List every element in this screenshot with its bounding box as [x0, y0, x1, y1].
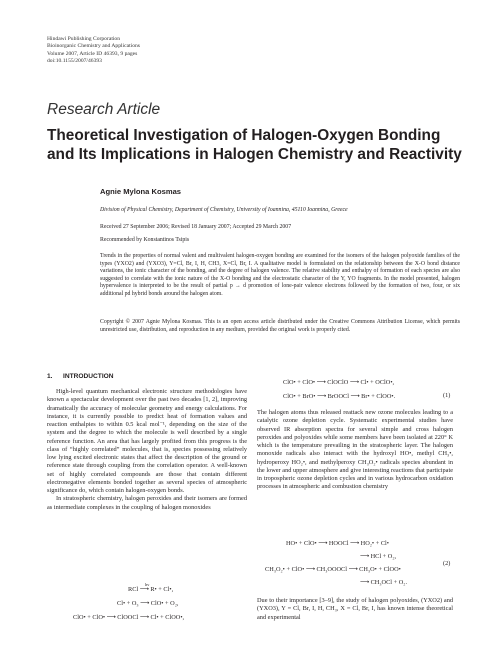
section-number: 1.: [47, 373, 53, 380]
copyright-notice: Copyright © 2007 Agnie Mylona Kosmas. This is an open access article distributed under the Creative Commons Attribution License, which permits unrestricted use, distribution, and reproduction in any medium, provided the original work is properly cited.: [100, 319, 460, 333]
equation-hcl: ⟶ HCl + O₂,: [360, 553, 397, 560]
equation-ozone: Cl• + O₃ ⟶ ClO• + O₂,: [117, 600, 179, 607]
doi-line: doi:10.1155/2007/46393: [47, 58, 102, 65]
equation-ch3ooocl: CH₃O₂• + ClO• ⟶ CH₃OOOCl ⟶ CH₃O• + ClOO•: [265, 566, 401, 573]
recommended-by: Recommended by Konstantinos Tsipis: [100, 237, 190, 243]
title-line-1: Theoretical Investigation of Halogen-Oxygen Bonding: [47, 127, 441, 144]
paper-title: [47, 127, 467, 164]
journal-header: [47, 36, 140, 66]
equation-cloclo: ClO• + ClO• ⟶ ClOClO ⟶ Cl• + OClO•,: [283, 379, 395, 386]
column-right: [257, 409, 453, 492]
equation-number-1: (1): [443, 392, 451, 399]
abstract: Trends in the properties of normal valent and multivalent halogen-oxygen bonding are examined for the isomers of the halogen polyoxide families of the types (YXO2) and (YXO3), Y=Cl, Br, I, H, CH3, X=Cl, Br, I. A qualitative model is formulated on the relationship between the X-O bond distance variations, the ionic character of the bonding, and the degree of halogen valence. The relative stability and enthalpy of formation of each species are also suggested to correlate with the ionic nature of the X-O bonding and the electrostatic character of the Y, YO fragments. In the model presented, halogen hypervalence is interpreted to be the result of partial p → d promotion of lone-pair valence electrons followed by the formation of two, four, or six additional pd hybrid bonds around the halogen atom.: [100, 253, 460, 297]
journal-line: Bioinorganic Chemistry and Applications: [47, 43, 140, 50]
section-title: INTRODUCTION: [63, 373, 114, 380]
equation-photolysis: RCl ⟶ R• + Cl•, hν: [128, 582, 174, 593]
equation-label: hν: [145, 582, 150, 587]
right-paragraph-2: Due to their importance [3–9], the study of halogen polyoxides, (YXO2) and (YXO3), Y = Cl, Br, I, H, CH₃, X = Cl, Br, I, has known intense theoretical and experimental: [257, 597, 453, 621]
affiliation: Division of Physical Chemistry, Department of Chemistry, University of Ioannina, 45110 Ioannina, Greece: [100, 207, 348, 213]
equation-ch3ocl: ⟶ CH₃OCl + O₂.: [360, 579, 408, 586]
received-dates: Received 27 September 2006; Revised 18 January 2007; Accepted 29 March 2007: [100, 224, 292, 230]
equation-hooc: HO• + ClO• ⟶ HOOCl ⟶ HO₂• + Cl•: [286, 540, 389, 547]
equation-brooci: ClO• + BrO• ⟶ BrOOCl ⟶ Br• + ClOO•.: [283, 393, 396, 400]
section-heading: [47, 373, 114, 380]
article-type: Research Article: [47, 101, 161, 118]
volume-line: Volume 2007, Article ID 46393, 9 pages: [47, 50, 138, 57]
publisher-line: Hindawi Publishing Corporation: [47, 36, 121, 42]
equation-clooc: ClO• + ClO• ⟶ ClOOCl ⟶ Cl• + ClOO•,: [73, 614, 185, 621]
column-left: [47, 388, 247, 512]
title-line-2: and Its Implications in Halogen Chemistry and Reactivity: [47, 145, 462, 163]
right-paragraph-1: The halogen atoms thus released reattack new ozone molecules leading to a catalytic ozone depletion cycle. Systematic experimental studies have observed IR absorption spectra for several simple and cross halogen peroxides and polyoxides while some members have been isolated at 220° K which is the temperature prevailing in the stratospheric layer. The halogen monoxide radicals also interact with the hydroxyl HO•, methyl CH₃•, hydroperoxy HO₂•, and methylperoxy CH₃O₂• radicals species abundant in the lower and upper atmosphere and give interesting reactions that participate in tropospheric ozone depletion cycles and in various hydrocarbon oxidation processes in atmospheric and combustion chemistry: [257, 409, 453, 491]
intro-paragraph-2: In stratospheric chemistry, halogen peroxides and their isomers are formed as intermediate complexes in the coupling of halogen monoxides: [47, 495, 247, 511]
equation-number-2: (2): [443, 560, 451, 567]
intro-paragraph-1: High-level quantum mechanical electronic structure methodologies have known a spectacular development over the past two decades [1, 2], improving dramatically the accuracy of molecular geometry and energy calculations. For instance, it is currently possible to predict heat of formation values and reaction enthalpies to within 0.5 kcal mol⁻¹, depending on the size of the system and the degree to which the molecule is well described by a single reference function. An area that has largely profited from this progress is the class of “highly correlated” molecules, that is, species possessing relatively low lying excited electronic states that affect the description of the ground or reference state through coupling from the correlation operator. A well-known set of highly correlated compounds are those that contain different electronegative elements bonded together as several species of atmospheric significance do, which contain halogen-oxygen bonds.: [47, 388, 247, 494]
author-name: Agnie Mylona Kosmas: [100, 187, 182, 196]
